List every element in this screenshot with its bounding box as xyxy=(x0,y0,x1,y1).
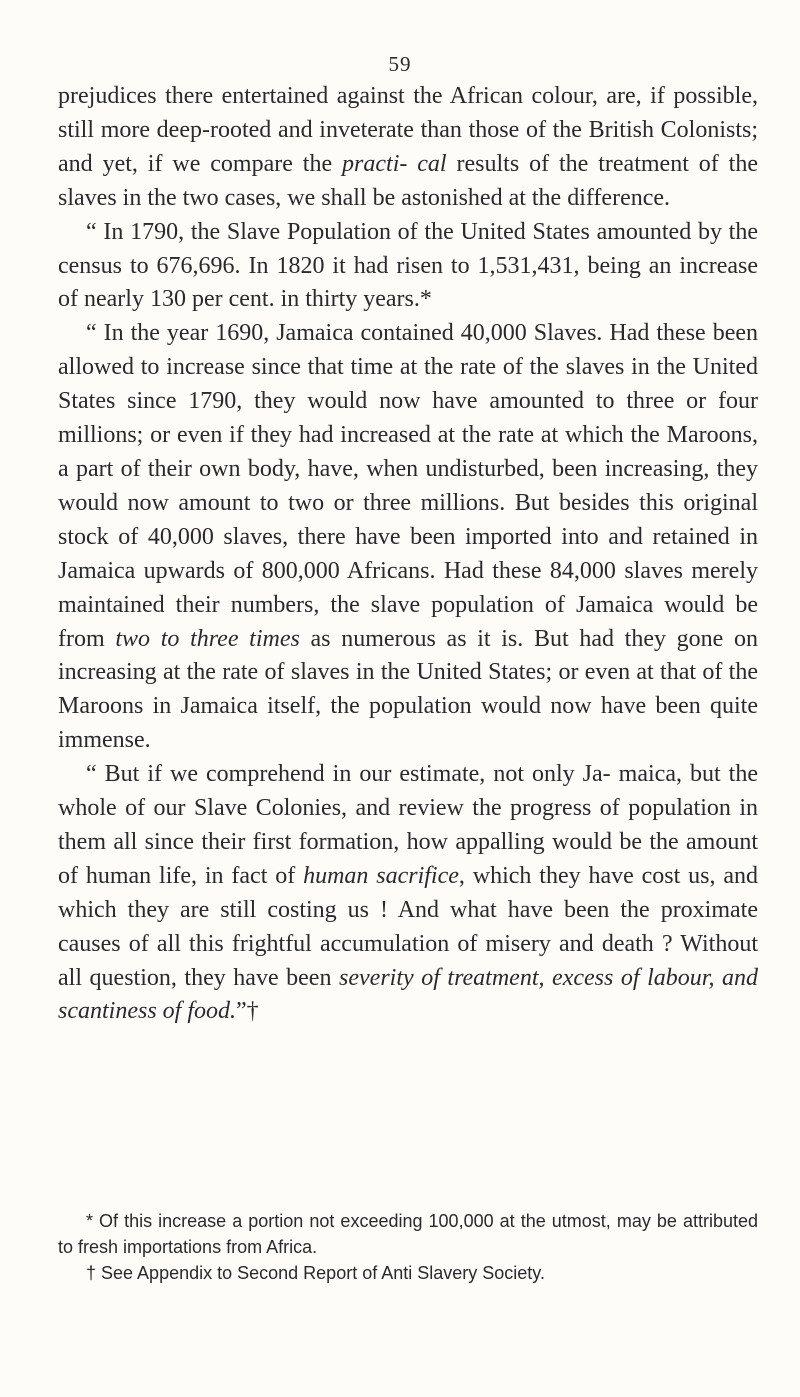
body-text xyxy=(58,80,758,1029)
text-run: prejudices there entertained against the African colour, are, if possible, still more deep-rooted and inveterate than those of the British Colonists; and yet, if we compare the xyxy=(58,83,758,177)
italic-text: severity of treatment, excess of labour, and scantiness of food. xyxy=(58,964,759,1025)
footnote: * Of this increase a portion not exceeding 100,000 at the utmost, may be attributed to fresh importations from Africa. xyxy=(58,1211,758,1257)
paragraph: “ In 1790, the Slave Population of the United States amounted by the census to 676,696. In 1820 it had risen to 1,531,431, being an increase of nearly 130 per cent. in thirty years.* xyxy=(58,218,758,313)
italic-text: human sacrifice xyxy=(303,862,459,889)
text-run: results of the treatment of the slaves in the two cases, we shall be astonished at the difference. xyxy=(58,150,759,211)
paragraph xyxy=(58,758,758,1029)
italic-text: two to three times xyxy=(115,625,300,652)
text-run: , which they have cost us, and which they are still costing us ! And what have been the proximate causes of all this frightful accumulation of misery and death ? Without all question, they have been xyxy=(58,862,759,991)
text-run: “ But if we comprehend in our estimate, not only Ja- maica, but the whole of our Slave Colonies, and review the progress of population in them all since their first formation, how appalling would be the amount of human life, in fact of xyxy=(58,761,758,889)
text-run: ”† xyxy=(236,998,259,1025)
footnotes xyxy=(58,1208,758,1286)
paragraph xyxy=(58,317,758,758)
page-number: 59 xyxy=(388,52,412,76)
paragraph xyxy=(58,80,758,216)
italic-text: practi- cal xyxy=(342,150,447,177)
footnote: † See Appendix to Second Report of Anti Slavery Society. xyxy=(86,1263,545,1283)
text-run: as numerous as it is. But had they gone on increasing at the rate of slaves in the United States; or even at that of the Maroons in Jamaica itself, the population would now have been quite immense. xyxy=(58,625,758,754)
text-run: “ In the year 1690, Jamaica contained 40,000 Slaves. Had these been allowed to increase since that time at the rate of the slaves in the United States since 1790, they would now have amounted to three or four millions; or even if they had increased at the rate at which the Maroons, a part of their own body, have, when undisturbed, been increasing, they would now amount to two or three millions. But besides this original stock of 40,000 slaves, there have been imported into and retained in Jamaica upwards of 800,000 Africans. Had these 84,000 slaves merely maintained their numbers, the slave population of Jamaica would be from xyxy=(58,320,758,652)
